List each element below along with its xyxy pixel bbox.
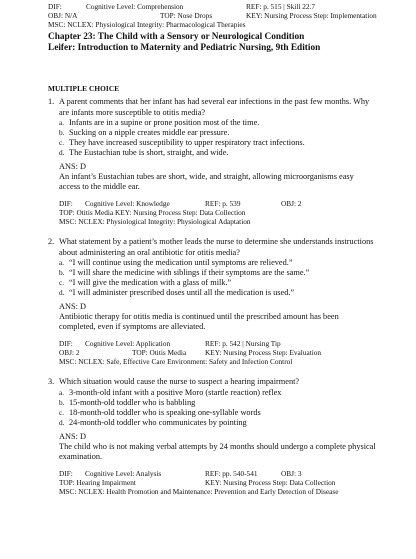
option-letter: b. — [59, 268, 65, 277]
meta-msc: MSC: NCLEX: Safe, Effective Care Environment: Safety and Infection Control — [59, 357, 293, 366]
answer-option — [59, 288, 295, 298]
option-text: 15-month-old toddler who is babbling — [69, 398, 196, 407]
meta-msc: MSC: NCLEX: Physiological Integrity: Physiological Adaptation — [59, 217, 251, 226]
meta-cognitive-level: Cognitive Level: Analysis — [85, 469, 162, 478]
option-text: They have increased susceptibility to upper respiratory tract infections. — [69, 138, 305, 147]
option-letter: a. — [59, 118, 65, 127]
option-letter: d. — [59, 148, 65, 157]
meta-ref: REF: p. 539 — [205, 199, 241, 208]
option-letter: a. — [59, 258, 65, 267]
rationale: Antibiotic therapy for otitis media is continued until the prescribed amount has been completed, even if symptoms are alleviated. — [59, 312, 339, 332]
question-number: 2. — [48, 237, 55, 246]
meta-cognitive-level: Cognitive Level: Application — [85, 339, 171, 348]
option-letter: a. — [59, 388, 65, 397]
meta-ref: REF: p. 542 | Nursing Tip — [205, 339, 281, 348]
option-letter: c. — [59, 278, 65, 287]
question-stem — [48, 377, 379, 388]
meta-msc: MSC: NCLEX: Health Promotion and Maintenance: Prevention and Early Detection of Disease — [59, 487, 339, 496]
meta-key: KEY: Nursing Process Step: Implementation — [246, 11, 377, 20]
option-text: “I will give the medication with a glass of milk.” — [69, 278, 232, 287]
rationale: An infant’s Eustachian tubes are short, wide, and straight, allowing microorganisms easy access to the middle ear. — [59, 172, 354, 192]
option-text: Infants are in a supine or prone position most of the time. — [69, 118, 260, 127]
meta-obj: OBJ: N/A — [48, 11, 78, 20]
option-text: 24-month-old toddler who communicates by pointing — [69, 418, 247, 427]
answer-option — [59, 388, 282, 398]
question-stem — [48, 97, 379, 118]
answer-option — [59, 398, 196, 408]
meta-key: KEY: Nursing Process Step: Evaluation — [205, 348, 322, 357]
meta-cognitive-level: Cognitive Level: Comprehension — [86, 2, 184, 11]
meta-cognitive-level: Cognitive Level: Knowledge — [85, 199, 170, 208]
option-letter: b. — [59, 398, 65, 407]
answer-key: ANS: D — [59, 302, 86, 311]
meta-ref: REF: p. 515 | Skill 22.7 — [246, 2, 315, 11]
question-metadata — [59, 469, 389, 496]
question-number: 3. — [48, 377, 55, 386]
section-label: MULTIPLE CHOICE — [48, 84, 120, 93]
meta-msc: MSC: NCLEX: Physiological Integrity: Pharmacological Therapies — [48, 20, 246, 29]
answer-key: ANS: D — [59, 162, 86, 171]
answer-option — [59, 118, 260, 128]
question-number: 1. — [48, 97, 55, 106]
top-metadata — [48, 2, 388, 29]
question-metadata — [59, 199, 379, 226]
option-text: “I will continue using the medication until symptoms are relieved.” — [69, 258, 293, 267]
answer-option — [59, 268, 310, 278]
option-letter: d. — [59, 288, 65, 297]
meta-obj: OBJ: 2 — [281, 199, 302, 208]
meta-topic: TOP: Hearing Impairment — [59, 478, 136, 487]
answer-option — [59, 128, 230, 138]
meta-topic: TOP: Otitis Media — [132, 348, 187, 357]
option-text: 3-month-old infant with a positive Moro (startle reaction) reflex — [69, 388, 282, 397]
answer-option — [59, 418, 247, 428]
answer-option — [59, 148, 229, 158]
option-text: “I will administer prescribed doses until all the medication is used.” — [69, 288, 295, 297]
question-text: A parent comments that her infant has had several ear infections in the past few months. Why are infants more susceptible to otitis media? — [59, 97, 370, 117]
answer-option — [59, 258, 293, 268]
book-title: Leifer: Introduction to Maternity and Pediatric Nursing, 9th Edition — [48, 43, 321, 53]
option-text: “I will share the medicine with siblings if their symptoms are the same.” — [69, 268, 310, 277]
question-metadata — [59, 339, 379, 366]
answer-option — [59, 138, 305, 148]
option-text: 18-month-old toddler who is speaking one-syllable words — [69, 408, 261, 417]
meta-label: DIF: — [48, 2, 62, 11]
rationale: The child who is not making verbal attempts by 24 months should undergo a complete physical examination. — [59, 442, 376, 462]
meta-ref: REF: pp. 540-541 — [205, 469, 258, 478]
meta-label: DIF: — [59, 469, 73, 478]
option-letter: d. — [59, 418, 65, 427]
answer-option — [59, 278, 232, 288]
option-letter: c. — [59, 408, 65, 417]
meta-label: DIF: — [59, 339, 73, 348]
question-text: What statement by a patient’s mother leads the nurse to determine she understands instructions about administering an oral antibiotic for otitis media? — [59, 237, 374, 257]
question-stem — [48, 237, 379, 258]
question-text: Which situation would cause the nurse to suspect a hearing impairment? — [59, 377, 300, 386]
meta-topic-key: TOP: Otitis Media KEY: Nursing Process Step: Data Collection — [59, 208, 246, 217]
meta-key: KEY: Nursing Process Step: Data Collection — [205, 478, 336, 487]
option-letter: c. — [59, 138, 65, 147]
option-text: Sucking on a nipple creates middle ear pressure. — [69, 128, 230, 137]
meta-obj: OBJ: 2 — [59, 348, 80, 357]
meta-topic: TOP: Nose Drops — [160, 11, 213, 20]
chapter-title: Chapter 23: The Child with a Sensory or Neurological Condition — [48, 32, 305, 42]
answer-option — [59, 408, 261, 418]
meta-label: DIF: — [59, 199, 73, 208]
option-letter: b. — [59, 128, 65, 137]
answer-key: ANS: D — [59, 432, 86, 441]
meta-obj: OBJ: 3 — [281, 469, 302, 478]
option-text: The Eustachian tube is short, straight, and wide. — [69, 148, 229, 157]
